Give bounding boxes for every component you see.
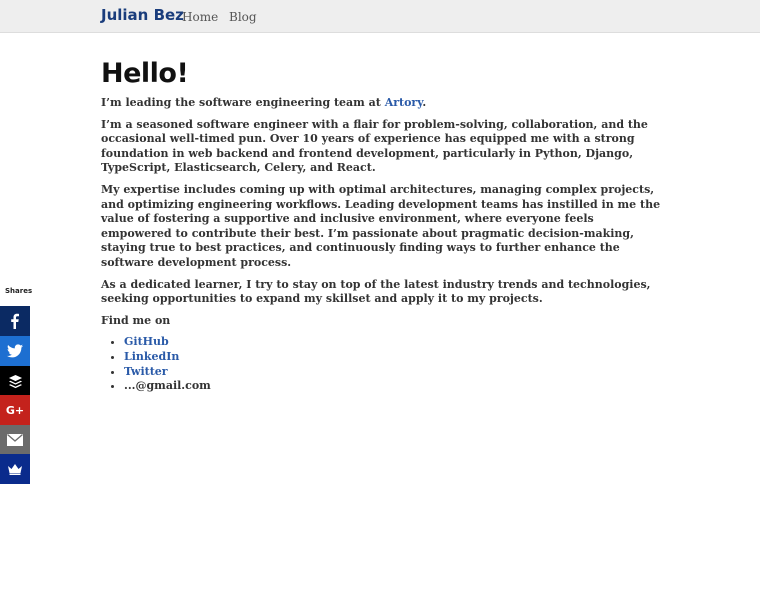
twitter-icon <box>7 344 23 358</box>
intro-suffix: . <box>422 96 427 109</box>
twitter-link[interactable]: Twitter <box>124 364 168 378</box>
social-links-list <box>101 335 661 393</box>
learner-paragraph: As a dedicated learner, I try to stay on top of the latest industry trends and technologies, seeking opportunities to expand my skillset and apply it to my projects. <box>101 277 651 306</box>
email-share-button[interactable] <box>0 425 30 455</box>
list-item <box>124 350 661 365</box>
shares-label: Shares <box>5 287 33 295</box>
list-item <box>124 335 661 350</box>
expertise-paragraph: My expertise includes coming up with optimal architectures, managing complex projects, and optimizing engineering workflows. Leading development teams has instilled in me the value of fostering a supportive and inclusive environment, where everyone feels empowered to contribute their best. I’m passionate about pragmatic decision-making, staying true to best practices, and continuously finding ways to further enhance the software development process. <box>101 182 661 269</box>
bio-paragraph: I’m a seasoned software engineer with a flair for problem-solving, collaboration, and the occasional well-timed pun. Over 10 years of experience has equipped me with a strong foundation in web backend and frontend development, particularly in Python, Django, TypeScript, Elasticsearch, Celery, and React. <box>101 117 648 175</box>
intro-prefix: I’m leading the software engineering team at <box>101 96 385 109</box>
envelope-icon <box>7 434 23 446</box>
nav-blog-link[interactable]: Blog <box>229 10 257 24</box>
list-item <box>124 379 661 394</box>
list-item <box>124 365 661 380</box>
find-me-heading: Find me on <box>101 313 171 327</box>
twitter-share-button[interactable] <box>0 336 30 366</box>
email-text: ...@gmail.com <box>124 379 211 393</box>
facebook-share-button[interactable] <box>0 306 30 336</box>
facebook-icon <box>8 313 22 329</box>
artory-link[interactable]: Artory <box>384 96 423 109</box>
google-plus-share-button[interactable] <box>0 395 30 425</box>
page-title: Hello! <box>101 58 189 89</box>
nav-home-link[interactable]: Home <box>182 10 219 24</box>
intro-paragraph <box>101 96 661 111</box>
crown-icon <box>7 463 23 475</box>
buffer-share-button[interactable] <box>0 366 30 396</box>
google-plus-icon: G+ <box>5 403 25 417</box>
buffer-icon <box>8 374 23 389</box>
github-link[interactable]: GitHub <box>124 335 169 349</box>
brand-link[interactable]: Julian Bez <box>101 6 184 24</box>
navbar <box>0 0 760 33</box>
main-content <box>101 57 661 394</box>
linkedin-link[interactable]: LinkedIn <box>124 349 180 363</box>
sumome-share-button[interactable] <box>0 454 30 484</box>
